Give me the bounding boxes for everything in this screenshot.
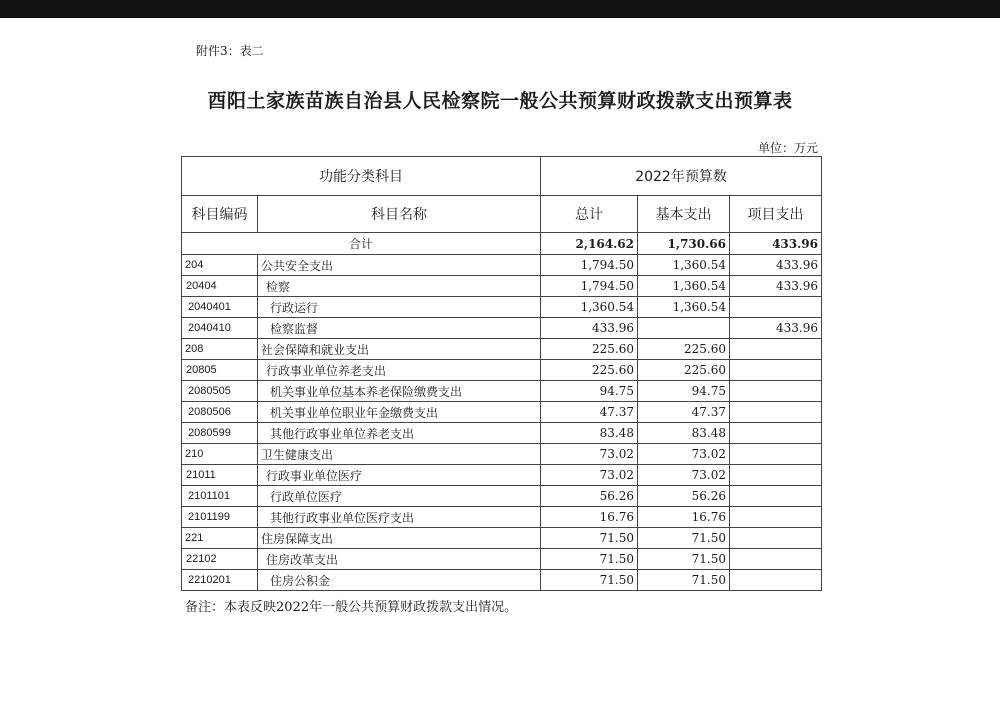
table-row <box>182 318 822 339</box>
total-sum: 2,164.62 <box>541 233 638 255</box>
row-name: 机关事业单位基本养老保险缴费支出 <box>258 381 541 402</box>
row-name: 住房公积金 <box>258 570 541 591</box>
table-row <box>182 507 822 528</box>
row-total: 225.60 <box>541 339 638 360</box>
row-code: 2040401 <box>182 297 258 318</box>
row-code: 2101199 <box>182 507 258 528</box>
footnote: 备注：本表反映2022年一般公共预算财政拨款支出情况。 <box>185 600 518 615</box>
row-project <box>730 528 822 549</box>
row-project <box>730 360 822 381</box>
table-row <box>182 297 822 318</box>
row-total: 83.48 <box>541 423 638 444</box>
row-code: 20805 <box>182 360 258 381</box>
row-total: 1,360.54 <box>541 297 638 318</box>
row-code: 208 <box>182 339 258 360</box>
row-project: 433.96 <box>730 276 822 297</box>
table-row <box>182 528 822 549</box>
attachment-label: 附件3：表二 <box>196 44 264 58</box>
row-total: 47.37 <box>541 402 638 423</box>
table-row <box>182 486 822 507</box>
row-total: 73.02 <box>541 444 638 465</box>
table-row <box>182 276 822 297</box>
row-name: 行政事业单位医疗 <box>258 465 541 486</box>
table-row <box>182 360 822 381</box>
row-code: 2080505 <box>182 381 258 402</box>
row-name: 住房改革支出 <box>258 549 541 570</box>
row-total: 71.50 <box>541 549 638 570</box>
row-basic: 1,360.54 <box>638 255 730 276</box>
row-total: 71.50 <box>541 570 638 591</box>
table-row <box>182 465 822 486</box>
row-basic: 225.60 <box>638 360 730 381</box>
row-basic: 73.02 <box>638 465 730 486</box>
row-basic: 83.48 <box>638 423 730 444</box>
row-project <box>730 486 822 507</box>
row-name: 行政单位医疗 <box>258 486 541 507</box>
row-code: 221 <box>182 528 258 549</box>
header-total: 总计 <box>541 196 638 233</box>
row-name: 其他行政事业单位养老支出 <box>258 423 541 444</box>
row-total: 1,794.50 <box>541 255 638 276</box>
header-project: 项目支出 <box>730 196 822 233</box>
row-total: 56.26 <box>541 486 638 507</box>
row-name: 公共安全支出 <box>258 255 541 276</box>
row-code: 2080506 <box>182 402 258 423</box>
row-total: 94.75 <box>541 381 638 402</box>
row-code: 20404 <box>182 276 258 297</box>
header-functional-category: 功能分类科目 <box>182 157 541 196</box>
row-basic: 71.50 <box>638 570 730 591</box>
row-total: 433.96 <box>541 318 638 339</box>
total-project: 433.96 <box>730 233 822 255</box>
row-project <box>730 549 822 570</box>
table-row <box>182 339 822 360</box>
row-total: 225.60 <box>541 360 638 381</box>
document-title: 酉阳土家族苗族自治县人民检察院一般公共预算财政拨款支出预算表 <box>207 90 793 112</box>
row-basic: 94.75 <box>638 381 730 402</box>
row-basic: 16.76 <box>638 507 730 528</box>
row-basic: 71.50 <box>638 549 730 570</box>
header-basic: 基本支出 <box>638 196 730 233</box>
header-budget-year: 2022年预算数 <box>541 157 822 196</box>
row-basic: 1,360.54 <box>638 276 730 297</box>
total-label: 合计 <box>182 233 541 255</box>
row-basic: 47.37 <box>638 402 730 423</box>
row-code: 2080599 <box>182 423 258 444</box>
row-basic: 225.60 <box>638 339 730 360</box>
table-row <box>182 402 822 423</box>
row-total: 73.02 <box>541 465 638 486</box>
row-basic: 71.50 <box>638 528 730 549</box>
header-name: 科目名称 <box>258 196 541 233</box>
row-code: 22102 <box>182 549 258 570</box>
row-project <box>730 402 822 423</box>
table-row <box>182 423 822 444</box>
row-project <box>730 465 822 486</box>
unit-label: 单位：万元 <box>757 141 818 155</box>
row-name: 行政运行 <box>258 297 541 318</box>
header-code: 科目编码 <box>182 196 258 233</box>
row-name: 行政事业单位养老支出 <box>258 360 541 381</box>
row-project <box>730 570 822 591</box>
row-name: 其他行政事业单位医疗支出 <box>258 507 541 528</box>
table-row <box>182 549 822 570</box>
row-code: 204 <box>182 255 258 276</box>
row-project: 433.96 <box>730 255 822 276</box>
row-basic: 1,360.54 <box>638 297 730 318</box>
row-project: 433.96 <box>730 318 822 339</box>
table-row <box>182 255 822 276</box>
row-code: 2101101 <box>182 486 258 507</box>
header-row-columns <box>182 196 822 233</box>
row-code: 2040410 <box>182 318 258 339</box>
table-row <box>182 570 822 591</box>
total-row <box>182 233 822 255</box>
row-project <box>730 381 822 402</box>
row-total: 1,794.50 <box>541 276 638 297</box>
row-project <box>730 339 822 360</box>
row-project <box>730 423 822 444</box>
table-row <box>182 444 822 465</box>
row-name: 卫生健康支出 <box>258 444 541 465</box>
row-project <box>730 297 822 318</box>
row-code: 2210201 <box>182 570 258 591</box>
row-total: 16.76 <box>541 507 638 528</box>
total-basic: 1,730.66 <box>638 233 730 255</box>
scan-top-border <box>0 0 1000 18</box>
row-name: 社会保障和就业支出 <box>258 339 541 360</box>
row-code: 21011 <box>182 465 258 486</box>
table-row <box>182 381 822 402</box>
row-total: 71.50 <box>541 528 638 549</box>
row-project <box>730 507 822 528</box>
header-row-groups <box>182 157 822 196</box>
row-basic: 73.02 <box>638 444 730 465</box>
row-name: 检察 <box>258 276 541 297</box>
row-name: 住房保障支出 <box>258 528 541 549</box>
row-basic <box>638 318 730 339</box>
row-basic: 56.26 <box>638 486 730 507</box>
row-project <box>730 444 822 465</box>
row-name: 机关事业单位职业年金缴费支出 <box>258 402 541 423</box>
budget-table <box>181 156 822 591</box>
row-code: 210 <box>182 444 258 465</box>
row-name: 检察监督 <box>258 318 541 339</box>
